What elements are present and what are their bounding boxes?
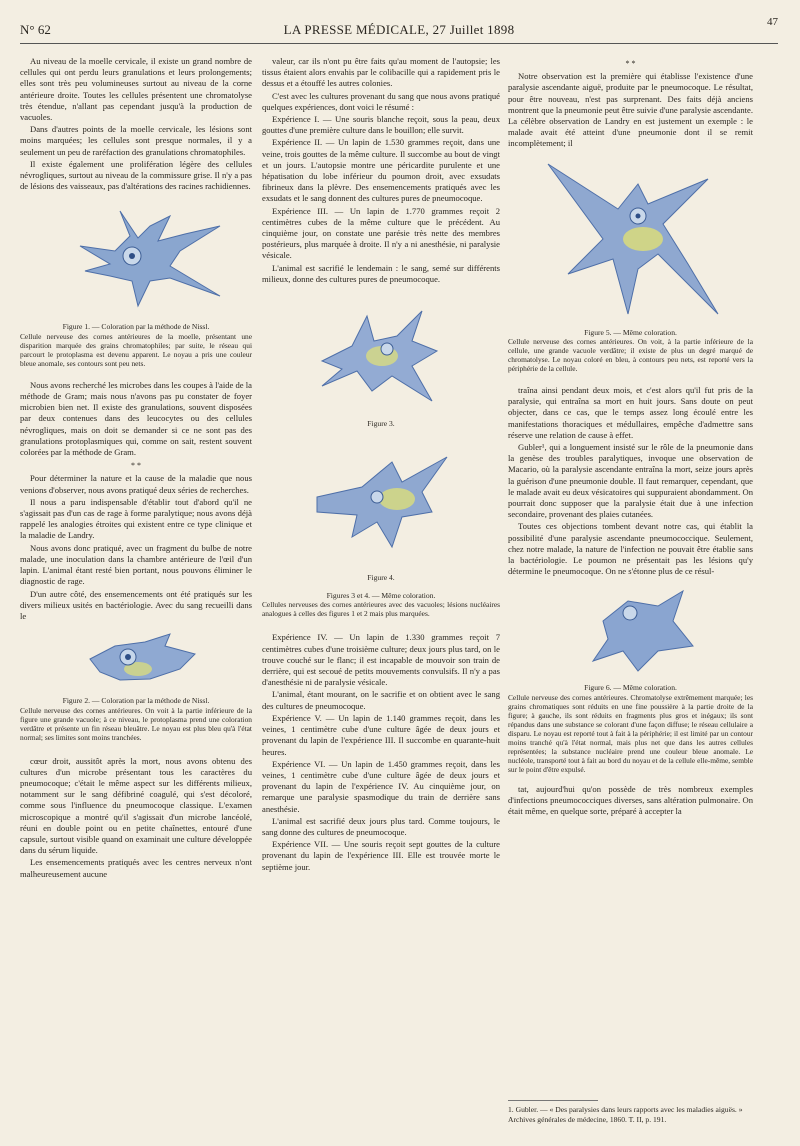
figure-5 [508,154,753,324]
paragraph: Les ensemencements pratiqués avec les centres nerveux n'ont malheureusement aucune [20,857,252,879]
experiment-1: Expérience I. — Une souris blanche reçoit, sous la peau, deux gouttes d'une première culture dans le bouillon; elle survit. [262,114,500,136]
experiment-5: Expérience V. — Un lapin de 1.140 grammes reçoit, dans les veines, 1 centimètre cube d'une culture âgée de deux jours et provenant du lapin de l'expérience III. Il succombe en quarante-huit heures. [262,712,500,757]
paragraph: Nous avons recherché les microbes dans les coupes à l'aide de la méthode de Gram; mais nous n'avons pas pu constater de foyer microbien bien net. Il existe des granulations, souvent disposées par deux contenues dans des leucocytes ou des cellules névrogliques, mais on doit se demander si ce ne sont pas des granulations protoplasmiques qui, comme on sait, restent souvent colorées par la méthode de Gram. [20,379,252,458]
journal-title: LA PRESSE MÉDICALE, 27 Juillet 1898 [283,22,515,37]
column-right [508,56,753,819]
paragraph: tat, aujourd'hui qu'on possède de très nombreux exemples d'infections pneumococciques diverses, sans altération pulmonaire. On était même, en quelque sorte, préparé à accepter la [508,783,753,817]
paragraph: D'un autre côté, des ensemencements ont été pratiqués sur les divers milieux usités en bactériologie. Avec du sang recueilli dans le [20,588,252,621]
section-separator: * * [131,461,141,471]
paragraph: Il existe également une prolifération légère des cellules névrogliques, surtout au niveau de la commissure grise. Il n'y a pas de lésions des vaisseaux, pas d'altérations des racines rachidiennes. [20,158,252,192]
nerve-cell-illustration [262,437,500,573]
paragraph: C'est avec les cultures provenant du sang que nous avons pratiqué quelques expériences, dont voici le résumé : [262,90,500,112]
experiment-4: Expérience IV. — Un lapin de 1.330 grammes reçoit 7 centimètres cubes d'une troisième culture; deux jours plus tard, on le trouve couché sur le flanc; il est incapable de mouvoir son train de derrière, qui est secoué de petits mouvements convulsifs. Il n'y a pas d'anesthésie ni de paralysie vésicale. [262,632,500,688]
figure-4-label: Figure 4. [367,573,395,583]
paragraph: Pour déterminer la nature et la cause de la maladie que nous venions d'observer, nous avons pratiqué deux séries de recherches. [20,473,252,495]
paragraph: L'animal est sacrifié le lendemain : le sang, semé sur différents milieux, donne des cultures pures de pneumocoque. [262,262,500,284]
figure-1-caption: Cellule nerveuse des cornes antérieures de la moelle, présentant une disparition marquée des grains chromatophiles; par suite, le réseau qui parcourt le protoplasma est devenu apparent. Le noyau a pris une couleur bleue anomale, ses contours sont peu nets. [20,331,252,368]
column-middle [262,56,500,874]
figure-5-caption: Cellule nerveuse des cornes antérieures. On voit, à la partie inférieure de la cellule, une grande vacuole verdâtre; il existe de plus un degré marqué de chromatolyse. Le noyau coloré en bleu, à contours peu nets, est reporté vers la périphérie de la cellule. [508,337,753,374]
section-separator: * * [625,59,636,68]
nerve-cell-illustration [508,154,753,324]
experiment-6: Expérience VI. — Un lapin de 1.450 grammes reçoit, dans les veines, 1 centimètre cube d'une culture âgée de deux jours et provenant du lapin de l'expérience IV. Au cinquième jour, on remarque une paralysie spasmodique du train de derrière sans anesthésie. [262,758,500,814]
nerve-cell-illustration [262,291,500,419]
experiment-7: Expérience VII. — Une souris reçoit sept gouttes de la culture provenant du lapin de l'expérience III. Elle est trouvée morte le septième jour. [262,839,500,872]
nerve-cell-illustration [20,196,252,318]
figure-6-title: Figure 6. — Même coloration. [584,683,677,693]
nerve-cell-illustration [508,581,753,679]
experiment-3: Expérience III. — Un lapin de 1.770 grammes reçoit 2 centimètres cubes de la même culture que le précédent. Au cinquième jour, on constate une parésie très nette des membres postérieurs, plus marquée à droite. Il n'y a ni anesthésie, ni paralysie vésicale. [262,205,500,261]
header-rule [20,43,778,44]
paragraph: Nous avons donc pratiqué, avec un fragment du bulbe de notre malade, une inoculation dans la chambre antérieure de l'œil d'un lapin. L'animal étant resté bien portant, nous pouvons éliminer le diagnostic de rage. [20,542,252,587]
figure-6 [508,581,753,679]
nerve-cell-vacuole-illustration [20,624,252,694]
paragraph: Au niveau de la moelle cervicale, il existe un grand nombre de cellules qui ont perdu leurs granulations et leurs prolongements; elles sont très peu volumineuses surtout au niveau de la corne antérieure droite. Toutes les cellules présentent une chromatolyse très étendue, n'allant pas cependant jusqu'à la production de vacuoles. [20,56,252,123]
footnote-rule [508,1100,598,1101]
paragraph: Il nous a paru indispensable d'établir tout d'abord qu'il ne s'agissait pas d'un cas de rage à forme paralytique; nous avons déjà rappelé les analogies étroites qui existent entre ce type clinique et la maladie de Landry. [20,496,252,541]
page-header [20,16,778,40]
paragraph: Notre observation est la première qui établisse l'existence d'une paralysie ascendante aiguë, produite par le pneumocoque. Le résultat, pour être nouveau, n'est pas surprenant. Des faits déjà anciens montrent que la pneumonie peut être suivie d'une paralysie ascendante. La célèbre observation de Landry en est justement un exemple : le malade avait été atteint d'une pneumonie dont il se remit incomplètement; il [508,71,753,149]
column-left [20,56,252,881]
figure-1-title: Figure 1. — Coloration par la méthode de Nissl. [62,322,210,332]
paragraph: cœur droit, aussitôt après la mort, nous avons obtenu des cultures d'un microbe présentant tous les caractères du pneumocoque; c'était le même aspect sur les différents milieux, notamment sur le sang défibriné coagulé, qui s'est décoloré, comme sous l'influence du pneumocoque classique. L'examen microscopique a montré qu'il s'agissait d'un microbe lancéolé, réuni en double point ou en petite chaînettes, entouré d'une capsule, surtout visible quand on examinait une culture développée dans du sérum liquide. [20,755,252,856]
paragraph: Toutes ces objections tombent devant notre cas, qui établit la possibilité d'une paralysie ascendante pneumococcique. Seulement, chez notre malade, la nature de l'infection ne pouvait être établie sans la bactériologie. Le poumon ne présentait pas les lésions qu'y détermine le pneumocoque. On ne s'étonne plus de ce résul- [508,521,753,577]
figures-3-4-caption: Cellules nerveuses des cornes antérieures avec des vacuoles; lésions nucléaires analogues à celles des figures 1 et 2 mais plus marquées. [262,600,500,619]
experiment-2: Expérience II. — Un lapin de 1.530 grammes reçoit, dans une veine, trois gouttes de la même culture. Il succombe au bout de vingt et un jours. L'autopsie montre une péricardite purulente et une hépatisation du lobe inférieur du poumon droit, avec exsudats fibrineux dans la plèvre. Des ensemencements pratiqués avec les exsudats et le sang donnent des cultures pures de pneumocoque. [262,137,500,204]
figures-3-4-title: Figures 3 et 4. — Même coloration. [326,591,436,601]
paragraph: Dans d'autres points de la moelle cervicale, les lésions sont moins marquées; les cellules sont presque normales, il y a seulement un peu de raréfaction des granulations chromatophiles. [20,124,252,157]
figure-3-label: Figure 3. [367,419,395,429]
figure-2-caption: Cellule nerveuse des cornes antérieures. On voit à la partie inférieure de la figure une grande vacuole; à ce niveau, le protoplasma prend une coloration verdâtre et présente un fin réseau bleuâtre. Le noyau est plus bleu qu'à l'état normal; ses limites sont moins tranchées. [20,705,252,742]
footnote: 1. Gubler. — « Des paralysies dans leurs rapports avec les maladies aiguës. » Archives générales de médecine, 1860. T. II, p. 191. [508,1105,743,1124]
figure-5-title: Figure 5. — Même coloration. [584,327,677,337]
figure-1 [20,196,252,318]
page-number: 47 [767,16,778,28]
figure-2-title: Figure 2. — Coloration par la méthode de Nissl. [62,696,210,706]
issue-number: N° 62 [20,22,51,37]
figure-3 [262,291,500,431]
paragraph: L'animal, étant mourant, on le sacrifie et on obtient avec le sang des cultures de pneumocoque. [262,689,500,711]
paragraph: traîna ainsi pendant deux mois, et c'est alors qu'il fut pris de la paralysie, qui entraîna sa mort en huit jours. Sans doute on peut objecter, dans ce cas, que le temps assez long écoulé entre les manifestations thoraciques et médullaires, empêche d'admettre sans réserve une relation de cause à effet. [508,385,753,440]
paragraph: Gubler¹, qui a longuement insisté sur le rôle de la pneumonie dans la genèse des troubles paralytiques, invoque une observation de Macario, où la paralysie ascendante entraîna la mort, seize jours après la guérison d'une pneumonie double. Il faut remarquer, cependant, que le malade avait eu deux vésicatoires qui suppuraient abondamment. On pourrait donc supposer que la paralysie était due à une infection secondaire, provenant des plaies cutanées. [508,442,753,520]
figure-2 [20,624,252,694]
paragraph: valeur, car ils n'ont pu être faits qu'au moment de l'autopsie; les tissus étaient alors envahis par le colibacille qui a rapidement pris le dessus et a étouffé les autres colonies. [262,56,500,89]
figure-6-caption: Cellule nerveuse des cornes antérieures. Chromatolyse extrêmement marquée; les grains chromatiques sont réduits en une fine poussière à la partie droite de la figure; à gauche, ils sont réduits en fragments plus gros et inégaux; ils sont répandus dans une substance se colorant d'une façon diffuse; le réseau cellulaire a disparu. Le noyau est reporté tout à fait à la périphérie; il est limité par un contour moins tranché qu'à l'état normal, mais plus net que dans les autres cellules représentées; la substance nucléaire prend une couleur bleue anomale. Le nucléole, transporté tout à fait au bord du noyau et de la cellule elle-même, semble sur le point d'être expulsé. [508,692,753,774]
paragraph: L'animal est sacrifié deux jours plus tard. Comme toujours, le sang donne des cultures de pneumocoque. [262,815,500,837]
figure-4 [262,437,500,587]
